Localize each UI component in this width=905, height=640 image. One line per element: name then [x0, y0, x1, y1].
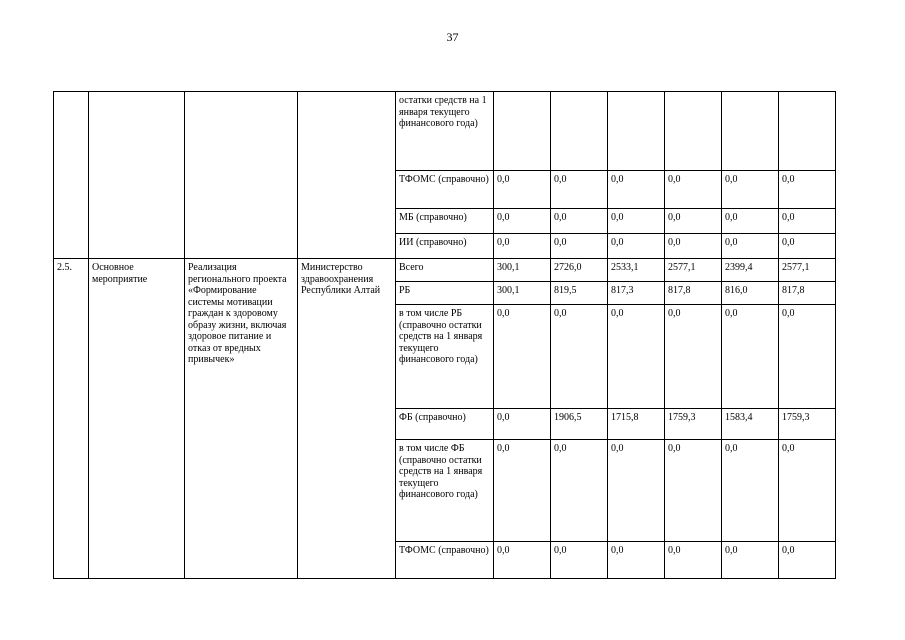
value-cell: 817,8	[779, 282, 836, 305]
value-cell: 0,0	[608, 542, 665, 579]
value-cell: 0,0	[665, 440, 722, 542]
value-cell: 0,0	[722, 305, 779, 409]
value-cell: 0,0	[779, 209, 836, 234]
table-body	[54, 92, 836, 579]
funding-source-cell: ИИ (справочно)	[396, 234, 494, 259]
value-cell: 0,0	[722, 234, 779, 259]
value-cell	[779, 92, 836, 171]
funding-source-cell: ФБ (справочно)	[396, 409, 494, 440]
funding-source-cell: остатки средств на 1 января текущего финансового года)	[396, 92, 494, 171]
value-cell: 2726,0	[551, 259, 608, 282]
page-number: 37	[446, 30, 459, 44]
name-cell	[185, 92, 298, 259]
number-cell	[54, 92, 89, 259]
value-cell: 816,0	[722, 282, 779, 305]
value-cell: 0,0	[551, 234, 608, 259]
measure-name-cell: Реализация регионального проекта «Формирование системы мотивации граждан к здоровому образу жизни, включая здоровое питание и отказ от вредных привычек»	[185, 259, 298, 579]
value-cell: 1715,8	[608, 409, 665, 440]
value-cell: 0,0	[665, 171, 722, 209]
value-cell: 0,0	[551, 305, 608, 409]
value-cell: 817,8	[665, 282, 722, 305]
value-cell: 0,0	[494, 409, 551, 440]
value-cell	[665, 92, 722, 171]
funding-source-cell: РБ	[396, 282, 494, 305]
value-cell: 2577,1	[779, 259, 836, 282]
funding-source-cell: Всего	[396, 259, 494, 282]
value-cell: 0,0	[665, 542, 722, 579]
value-cell: 0,0	[608, 305, 665, 409]
value-cell: 0,0	[608, 234, 665, 259]
funding-source-cell: ТФОМС (справочно)	[396, 542, 494, 579]
value-cell: 0,0	[665, 305, 722, 409]
funding-source-cell: в том числе РБ (справочно остатки средств на 1 января текущего финансового года)	[396, 305, 494, 409]
value-cell: 0,0	[494, 542, 551, 579]
value-cell: 0,0	[779, 440, 836, 542]
budget-table	[53, 91, 836, 579]
measure-type-cell: Основное мероприятие	[89, 259, 185, 579]
value-cell: 1759,3	[779, 409, 836, 440]
value-cell: 0,0	[665, 209, 722, 234]
value-cell: 1759,3	[665, 409, 722, 440]
value-cell	[608, 92, 665, 171]
value-cell: 0,0	[551, 171, 608, 209]
value-cell: 300,1	[494, 259, 551, 282]
measure-organization-cell: Министерство здравоохранения Республики Алтай	[298, 259, 396, 579]
value-cell: 0,0	[779, 234, 836, 259]
value-cell	[494, 92, 551, 171]
value-cell: 0,0	[722, 542, 779, 579]
value-cell: 0,0	[722, 171, 779, 209]
funding-source-cell: ТФОМС (справочно)	[396, 171, 494, 209]
value-cell	[551, 92, 608, 171]
value-cell: 0,0	[494, 171, 551, 209]
value-cell: 0,0	[494, 305, 551, 409]
value-cell	[722, 92, 779, 171]
measure-number-cell: 2.5.	[54, 259, 89, 579]
value-cell: 819,5	[551, 282, 608, 305]
value-cell: 0,0	[608, 171, 665, 209]
type-cell	[89, 92, 185, 259]
value-cell: 0,0	[779, 171, 836, 209]
value-cell: 0,0	[551, 209, 608, 234]
value-cell: 0,0	[551, 542, 608, 579]
value-cell: 0,0	[494, 234, 551, 259]
value-cell: 0,0	[779, 305, 836, 409]
value-cell: 2533,1	[608, 259, 665, 282]
value-cell: 0,0	[608, 440, 665, 542]
funding-source-cell: в том числе ФБ (справочно остатки средств на 1 января текущего финансового года)	[396, 440, 494, 542]
value-cell: 0,0	[608, 209, 665, 234]
value-cell: 0,0	[551, 440, 608, 542]
value-cell: 0,0	[494, 209, 551, 234]
value-cell: 300,1	[494, 282, 551, 305]
value-cell: 2577,1	[665, 259, 722, 282]
value-cell: 0,0	[722, 209, 779, 234]
value-cell: 1906,5	[551, 409, 608, 440]
value-cell: 2399,4	[722, 259, 779, 282]
value-cell: 0,0	[722, 440, 779, 542]
organization-cell	[298, 92, 396, 259]
table-row	[54, 259, 836, 282]
table-row	[54, 92, 836, 171]
value-cell: 0,0	[665, 234, 722, 259]
value-cell: 1583,4	[722, 409, 779, 440]
value-cell: 0,0	[494, 440, 551, 542]
value-cell: 817,3	[608, 282, 665, 305]
funding-source-cell: МБ (справочно)	[396, 209, 494, 234]
value-cell: 0,0	[779, 542, 836, 579]
